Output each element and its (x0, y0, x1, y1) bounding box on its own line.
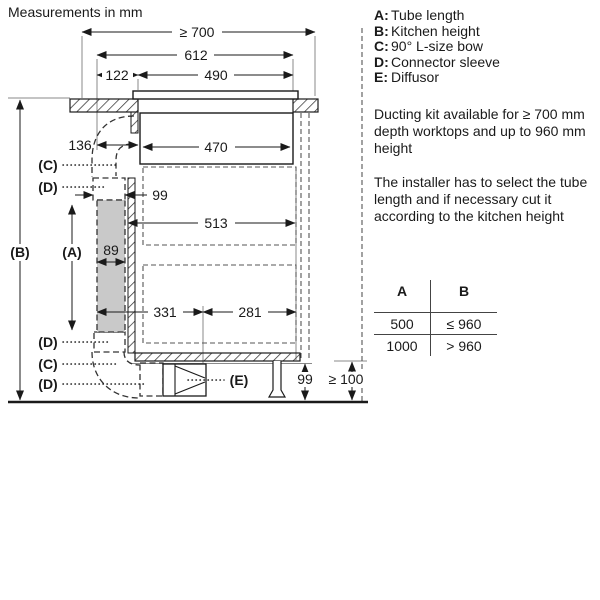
back-panel (128, 178, 135, 353)
worktop-right (293, 99, 318, 112)
label-C-top: (C) (38, 157, 58, 173)
label-C-bottom: (C) (38, 356, 58, 372)
hob-plate (133, 91, 298, 99)
table-cell: 1000 (374, 335, 431, 357)
dim-612: 612 (184, 47, 208, 63)
legend-key: C: (374, 38, 389, 54)
connector-sleeve-top (93, 178, 125, 200)
table-header-row (374, 280, 497, 313)
dim-99-top: 99 (152, 187, 168, 203)
legend-item-c (374, 39, 600, 55)
table-cell: > 960 (446, 337, 482, 354)
label-D-bottom: (D) (38, 376, 58, 392)
note-installer: The installer has to select the tube length and if necessary cut it according to the kitchen height (374, 174, 588, 224)
legend-item-e (374, 70, 600, 86)
legend-key: A: (374, 7, 389, 23)
connector-bottom (140, 363, 163, 396)
installation-diagram (0, 0, 370, 440)
dim-331: 331 (153, 304, 177, 320)
text-backgrounds (5, 24, 367, 387)
label-D-top: (D) (38, 179, 58, 195)
legend-item-a (374, 8, 600, 24)
cabinet-upper-dashed-box (143, 167, 296, 245)
size-table (374, 280, 497, 356)
upper-bow-inner (116, 144, 132, 176)
label-D-middle: (D) (38, 334, 58, 350)
table-cell: ≤ 960 (431, 313, 498, 335)
plinth-shelf (135, 353, 300, 361)
legend-item-b (374, 24, 600, 40)
page-title: Measurements in mm (8, 4, 143, 20)
table-row (374, 313, 497, 335)
worktop-left (70, 99, 138, 112)
table-cell: 500 (374, 313, 431, 335)
upper-bow-outer (92, 116, 134, 177)
legend (374, 8, 600, 86)
legend-label: Connector sleeve (391, 53, 500, 70)
dim-89: 89 (103, 242, 119, 258)
extension-lines (8, 36, 367, 372)
note-ducting: Ducting kit available for ≥ 700 mm depth worktops and up to 960 mm height (374, 106, 586, 156)
legend-item-d (374, 55, 600, 71)
table-header-b: B (431, 280, 498, 313)
dim-clearance: ≥ 100 (328, 371, 364, 387)
table-row (374, 335, 497, 357)
dim-depth: ≥ 700 (179, 24, 215, 40)
legend-key: B: (374, 22, 389, 39)
label-A-tube: (A) (62, 244, 82, 260)
dim-513: 513 (204, 215, 228, 231)
legend-label: 90° L-size bow (391, 38, 483, 54)
dim-470: 470 (204, 139, 228, 155)
legend-key: E: (374, 69, 388, 85)
legend-key: D: (374, 53, 389, 70)
table-header-a: A (374, 280, 431, 313)
dim-490: 490 (204, 67, 228, 83)
dim-281: 281 (238, 304, 262, 320)
legend-label: Tube length (391, 7, 465, 23)
lower-bow-outer (92, 352, 139, 398)
cabinet-leg (269, 361, 285, 397)
legend-label: Kitchen height (391, 22, 480, 39)
dim-99-bottom: 99 (297, 371, 313, 387)
dashed-construction-lines (143, 28, 362, 401)
dim-122: 122 (105, 67, 129, 83)
label-E-diffusor: (E) (229, 372, 249, 388)
legend-label: Diffusor (391, 69, 439, 85)
dimension-lines (20, 32, 352, 400)
hob-lip (131, 112, 138, 133)
dim-136: 136 (68, 137, 92, 153)
label-B-height: (B) (10, 244, 30, 260)
